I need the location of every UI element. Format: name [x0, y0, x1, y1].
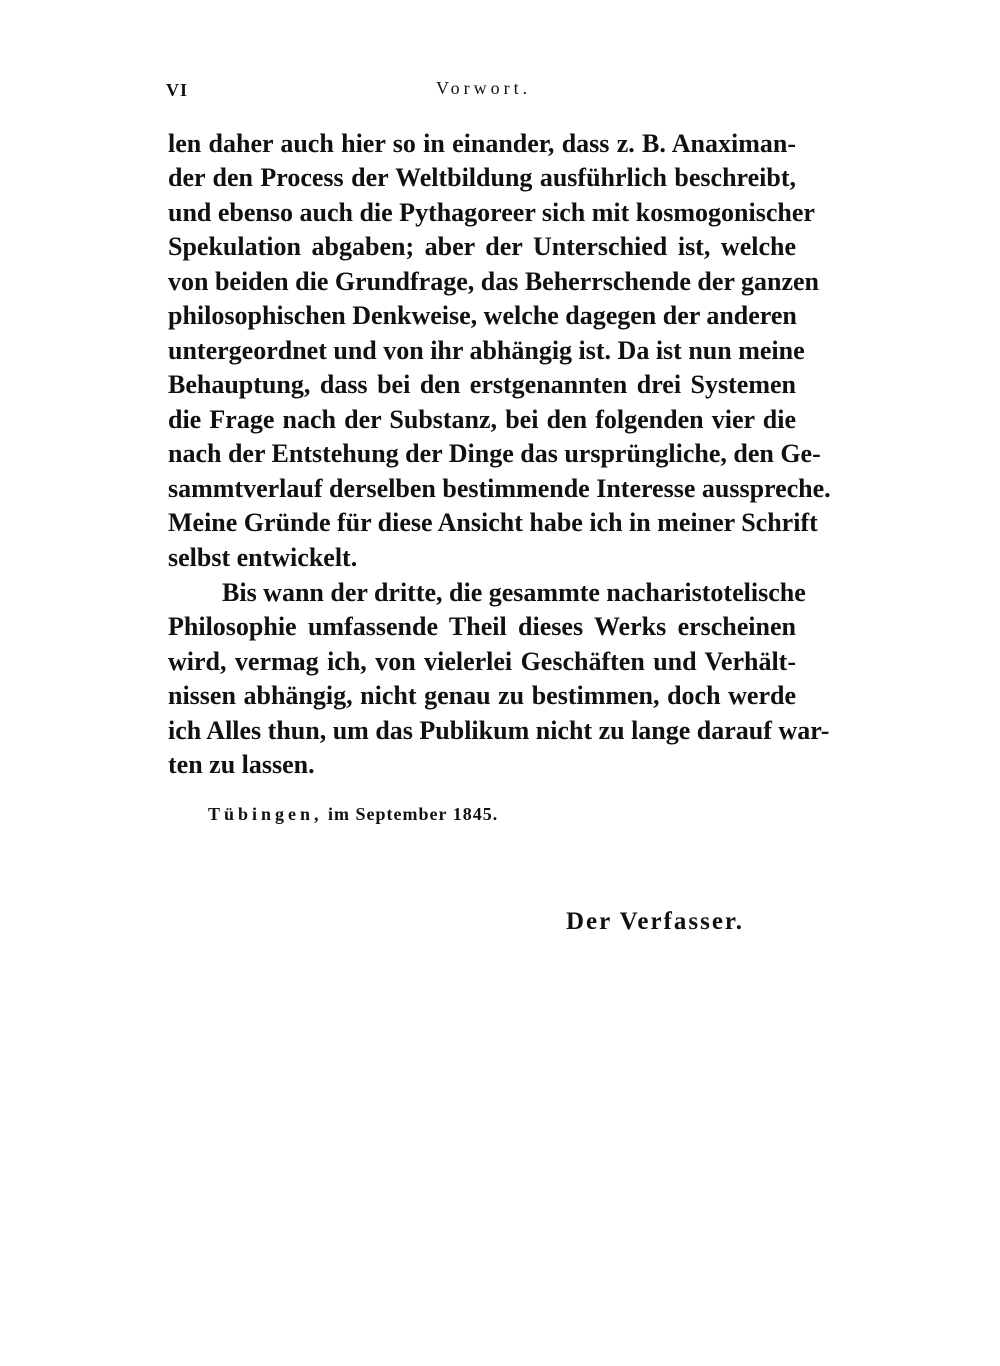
- text-line: Spekulation abgaben; aber der Unterschied ist, welche: [168, 232, 796, 261]
- text-line: Bis wann der dritte, die gesammte nacharistotelische: [222, 578, 806, 607]
- text-line: und ebenso auch die Pythagoreer sich mit kosmogonischer: [168, 198, 815, 227]
- text-line: Behauptung, dass bei den erstgenannten drei Systemen: [168, 370, 796, 399]
- text-line: die Frage nach der Substanz, bei den folgenden vier die: [168, 405, 796, 434]
- text-line: von beiden die Grundfrage, das Beherrschende der ganzen: [168, 267, 819, 296]
- text-line: Meine Gründe für diese Ansicht habe ich in meiner Schrift: [168, 508, 818, 537]
- dateline-place: Tübingen,: [208, 804, 323, 824]
- text-line: Philosophie umfassende Theil dieses Werks erscheinen: [168, 612, 796, 641]
- text-line: nissen abhängig, nicht genau zu bestimmen, doch werde: [168, 681, 796, 710]
- text-line: wird, vermag ich, von vielerlei Geschäften und Verhält-: [168, 647, 796, 676]
- text-line: selbst entwickelt.: [168, 543, 358, 572]
- text-line: der den Process der Weltbildung ausführlich beschreibt,: [168, 163, 796, 192]
- text-line: untergeordnet und von ihr abhängig ist. Da ist nun meine: [168, 336, 805, 365]
- dateline: [208, 804, 498, 825]
- text-line: sammtverlauf derselben bestimmende Interesse ausspreche.: [168, 474, 831, 503]
- running-head: Vorwort.: [436, 78, 532, 98]
- dateline-date: im September 1845.: [328, 804, 499, 824]
- page-number: VI: [166, 80, 189, 100]
- signature: Der Verfasser.: [566, 908, 744, 935]
- text-line: ich Alles thun, um das Publikum nicht zu lange darauf war-: [168, 716, 830, 745]
- text-line: len daher auch hier so in einander, dass z. B. Anaximan-: [168, 129, 796, 158]
- text-line: philosophischen Denkweise, welche dagegen der anderen: [168, 301, 797, 330]
- text-line: ten zu lassen.: [168, 750, 315, 779]
- text-line: nach der Entstehung der Dinge das ursprüngliche, den Ge-: [168, 439, 821, 468]
